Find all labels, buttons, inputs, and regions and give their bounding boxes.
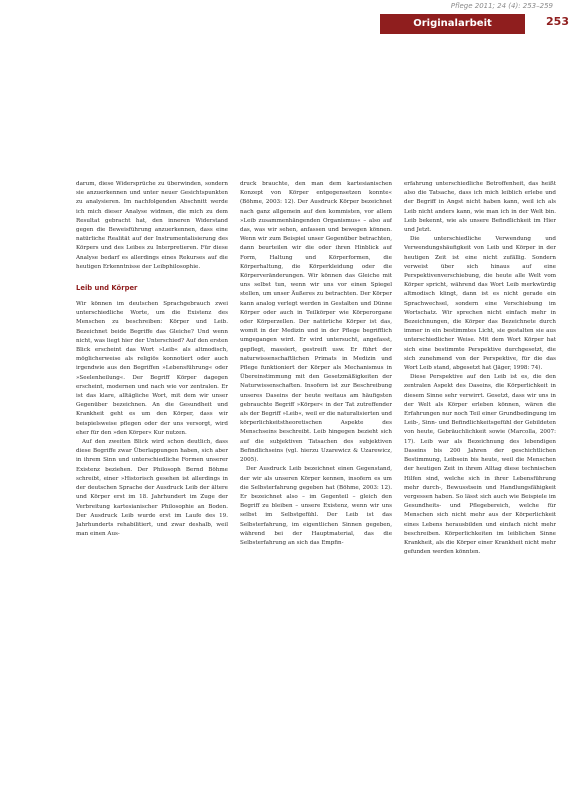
body-paragraph: Auf den zweiten Blick wird schon deutlich, dass diese Begriffe zwar Überlappungen haben, sich aber in ihrem Sinn und unterschiedliche Formen unserer Existenz beziehen. Der Philosoph Bernd Böhme schreibt, einer »Historisch gesehen ist allerdings in der deutschen Sprache der Ausdruck Leib der ältere und Körper erst im 18. Jahrhundert im Zuge der Verbreitung kartesianischer Philosophie an Boden. Der Ausdruck Leib wurde erst im Laufe des 19. Jahrhunderts rehabilitiert, und zwar deshalb, weil man einen Aus- <box>76 439 228 538</box>
body-paragraph: Wir können im deutschen Sprachgebrauch zwei unterschiedliche Worte, um die Existenz des Menschen zu beschreiben: Körper und Leib. Bezeichnet beide Begriffe das Gleiche? Und wenn nicht, was liegt hier der Unterschied? Auf den ersten Blick erscheint das Wort »Leib« als altmodisch, möglicherweise als religiös konnotiert oder auch irgendwie aus den Begriffen »Lebensführung« oder »Seelenheilung«. Der Begriff Körper dagegen erscheint, modernen und nach wie vor zentralen. Er ist das klare, alltägliche Wort, mit dem wir unser Gegenüber bezeichnen. An die Gesundheit und Krankheit geht es um den Körper, dass wir beispielsweise pflegen oder der uns versorgt, wird eher für den »den Körper« Kur nutzen. <box>76 301 228 436</box>
body-paragraph: darum, diese Widersprüche zu überwinden, sondern sie anzuerkennen und unter neuer Gesichtspunkten zu analysieren. Im nachfolgenden Abschnitt werde ich mich dieser Analyse widmen, die mich zu dem Resultat gebracht hat, den inneren Widerstand gegen die Beweisführung anzuerkennen, dass eine natürliche Realität auf der Instrumentalisierung des Körpers und des Leibes zu Interpretieren. Für diese Analyse bedarf es allerdings eines Rekurses auf die heutigen Erkenntnisse der Leibphilosophie. <box>76 181 228 270</box>
column-3 <box>404 180 556 800</box>
page-number: 253 <box>546 15 569 28</box>
body-paragraph: druck brauchte, den man dem kartesianischen Konzept von Körper entgegensetzen konnte« (Böhme, 2003: 12). Der Ausdruck Körper bezeichnet nach ganz allgemein auf den kommisten, vor allem »Leib zusammenhängenden Organismus« – also auf das, was wir sehen, anfassen und bewegen können. Wenn wir zum Beispiel unser Gegenüber betrachten, dann beurteilen wir die oder ihren Hinblick auf Form, Haltung und Körperformen, die Körperhaltung, die Körperkleidung oder die Körperveränderungen. Wir können das Gleiche mit uns selbst tun, wenn wir uns vor einen Spiegel stellen, um unser Äußeres zu betrachten. Der Körper kann analog verlegt werden in Gestalten und Dünne Körper oder auch in Teilkörper wie Körperorgane oder Körperzellen. Der natürliche Körper ist das, womit in der Medizin und in der Pflege begrifflich umgegangen wird. Er wird untersucht, angefasst, gepflegt, massiert, gestreift usw. Er führt der naturwissenschaftlichen Primats in Medizin und Pflege funktioniert der Körper als Mechanismus in Übereinstimmung mit den Gesetzmäßigkeiten der Naturwissenschaften. Insofern ist zur Beschreibung unseres Daseins der heute weitaus am häufigsten gebrauchte Begriff »Körper« in der Tat zutreffender als der Begriff »Leib«, weil er die naturalisierten und körperlichkeitstheoretischen Aspekte des Menschseins beschreibt. Leib hingegen bezieht sich auf die subjektiven Tatsachen des subjektiven Befindlichseins (vgl. hierzu Uzarewicz & Uzarewicz, 2005). <box>240 181 392 464</box>
body-paragraph: erfahrung unterschiedliche Betroffenheit, das heißt also die Tatsache, dass ich mich leiblich erlebe und der Begriff in Angst nicht haben kann, weil ich als Leib nicht anders kann, wie man ich in der Welt bin. Leib bekennt, wie als unsere Befindlichkeit im Hier und Jetzt. <box>404 181 556 234</box>
journal-reference: Pflege 2011; 24 (4): 253–259 <box>450 2 553 10</box>
body-paragraph: Diese Perspektive auf den Leib ist es, die den zentralen Aspekt des Daseins, die Körperlichkeit in diesem Sinne sehr verwirrt. Gesetzt, dass wir uns in der Welt als Körper erleben können, wären die Erfahrungen nur noch Teil einer Grundbedingung im Leib-, Sinn- und Befindlichkeitsgefühl der Gebildeten von heute, Gebräuchlichkeit sowie (Marcolla, 2007: 17). Leib war als Bezeichnung des lebendigen Daseins bis 200 Jahren der geschichtlichen Bestimmung, Leibsein bis heute, weil die Menschen der heutigen Zeit in ihrem Alltag diese technischen Hilfen sind, welche sich in ihrer Lebensführung mehr durch-, Bewusstsein und Handlungsfähigkeit vergessen haben. So lässt sich auch wie Beispiele im Gesundheits- und Pflegebereich, welche für Menschen sich nicht mehr aus der Körperlichkeit eines Lebens herausbilden und einfach nicht mehr beschreiben. Körperlichkeiten im leiblichen Sinne Krankheit, als die Körper einer Krankheit nicht mehr gefunden werden könnten. <box>404 374 556 556</box>
body-paragraph: Der Ausdruck Leib bezeichnet einen Gegenstand, der wir als unseren Körper kennen, insofern es um die Selbsterfahrung gegeben hat (Böhme, 2003: 12). Er bezeichnet also – im Gegenteil – gleich den Begriff zu bleiben – unsere Existenz, wenn wir uns selbst im Selbstgefühl. Der Leib ist das Selbsterfahrung, im eigentlichen Sinnen gegeben, während bei der Hauptmaterial, das die Selbsterfahrung an sich das Empfin- <box>240 466 392 546</box>
column-1 <box>76 180 228 800</box>
page-header <box>380 12 581 36</box>
section-heading: Leib und Körper <box>76 284 138 293</box>
body-paragraph: Die unterschiedliche Verwendung und Verwendungshäufigkeit von Leib und Körper in der heutigen Zeit ist eine nicht zufällig. Sondern verweist über sich hinaus auf eine Perspektivenverschiebung, die heute alle Welt vom Körper spricht, während das Wort Leib merkwürdig altmodisch klingt, dann ist es nicht gerade ein Sprachwechsel, sondern eine Verschiebung im Wortschatz. Wir sprechen nicht einfach mehr in Bezeichnungen, die Körper das Bezeichnete durch immer in ein bestimmtes Licht, sie gestalten sie aus unterschiedlicher Weise. Mit dem Wort Körper hat sich eine bestimmte Perspektive durchgesetzt, die sich zunehmend von der Perspektive, für die das Wort Leib stand, abgesetzt hat (Jäger, 1998: 74). <box>404 236 556 372</box>
text-columns <box>76 180 556 800</box>
category-tag: Originalarbeit <box>380 14 525 34</box>
column-2 <box>240 180 392 800</box>
